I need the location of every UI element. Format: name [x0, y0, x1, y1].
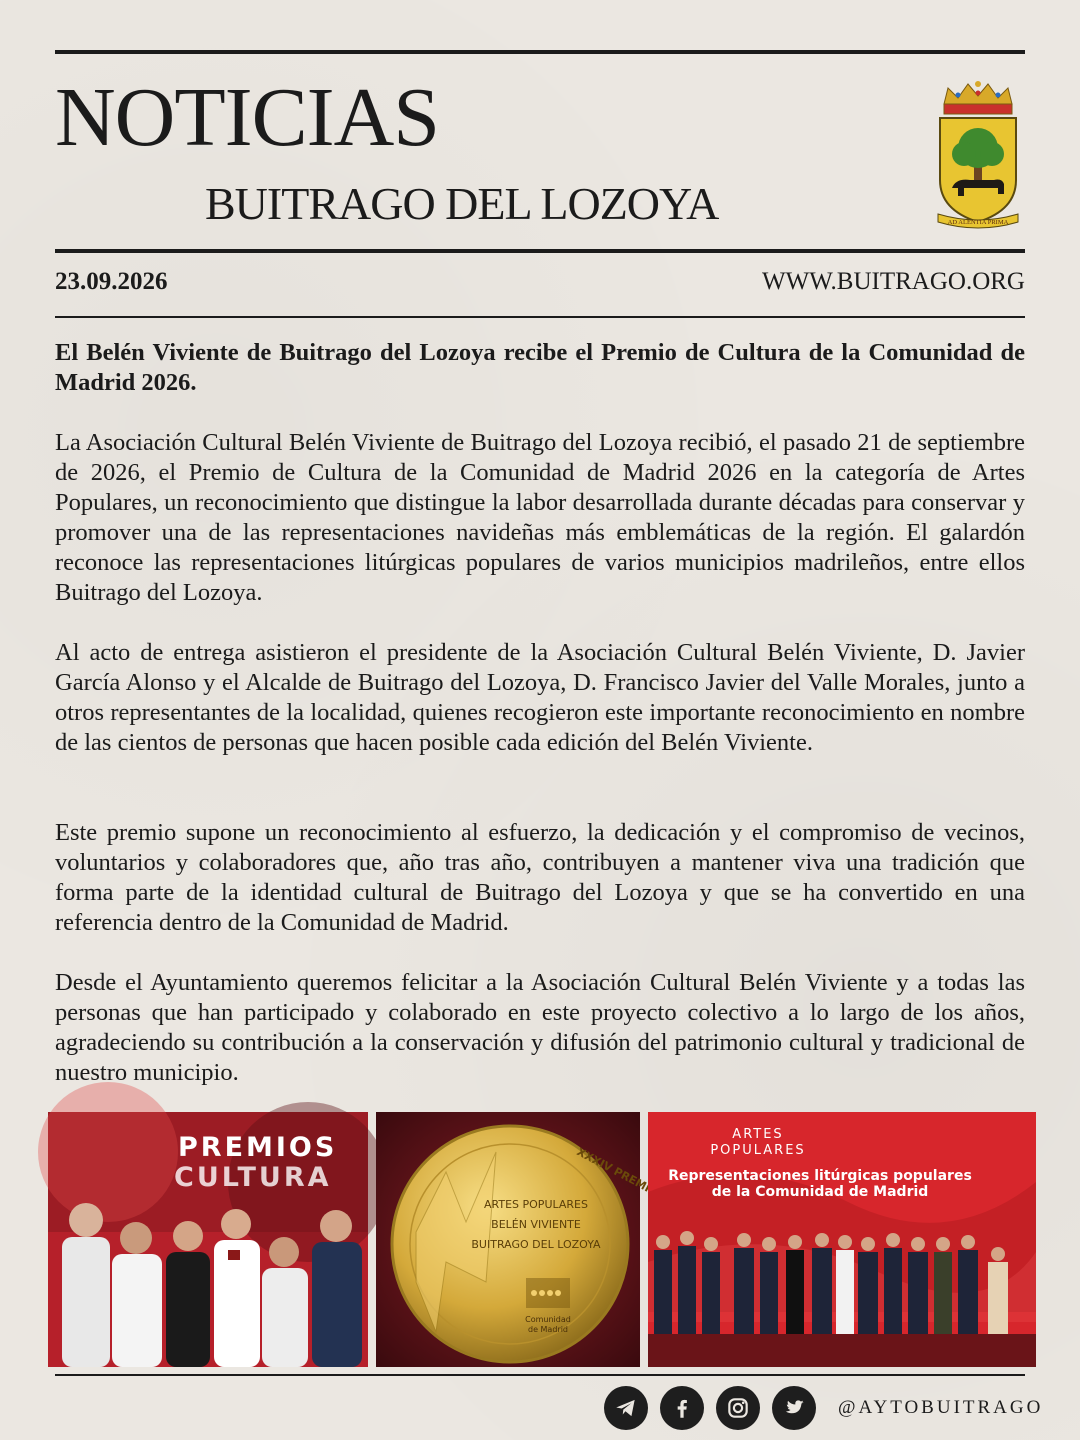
- medal-line2: BELÉN VIVIENTE: [491, 1218, 581, 1231]
- medal-line1: ARTES POPULARES: [484, 1198, 588, 1211]
- article-paragraph: Al acto de entrega asistieron el presidente de la Asociación Cultural Belén Viviente, D. Javier García Alonso y el Alcalde de Buitrago del Lozoya, D. Francisco Javier del Valle Morales, junto a otros representantes de la localidad, quienes recogieron este importante reconocimiento en nombre de las cientos de personas que hacen posible cada edición del Belén Viviente.: [55, 639, 1025, 756]
- article-headline: El Belén Viviente de Buitrago del Lozoya recibe el Premio de Cultura de la Comunidad de Madrid 2026.: [55, 339, 1025, 396]
- stage-line2: POPULARES: [710, 1143, 806, 1158]
- footer-rule: [55, 1374, 1025, 1376]
- medal-rim-text: XXXIV PREMIOS: [574, 1145, 668, 1203]
- header-bottom-rule: [55, 249, 1025, 253]
- social-handle[interactable]: @AYTOBUITRAGO: [838, 1397, 1044, 1418]
- twitter-icon[interactable]: [772, 1386, 816, 1430]
- facebook-icon[interactable]: [660, 1386, 704, 1430]
- article-paragraph: La Asociación Cultural Belén Viviente de Buitrago del Lozoya recibió, el pasado 21 de septiembre de 2026, el Premio de Cultura de la Comunidad de Madrid 2026 en la categoría de Artes Populares, un reconocimiento que distingue la labor desarrollada durante décadas para conservar y promover una de las representaciones navideñas más emblemáticas de la región. El galardón reconoce las representaciones litúrgicas populares de varios municipios madrileños, entre ellos Buitrago del Lozoya.: [55, 429, 1025, 606]
- crest-motto: AD ALENTIA PRIMA: [947, 219, 1009, 226]
- medal-line3: BUITRAGO DEL LOZOYA: [471, 1238, 601, 1251]
- instagram-icon[interactable]: [716, 1386, 760, 1430]
- medal-logo-line2: de Madrid: [527, 1325, 569, 1334]
- social-footer: [604, 1383, 1043, 1433]
- article-paragraph: Desde el Ayuntamiento queremos felicitar a la Asociación Cultural Belén Viviente y a todas las personas que han participado y colaborado en este proyecto colectivo a lo largo de los años, agradeciendo su contribución a la conservación y difusión del patrimonio cultural y tradicional de nuestro municipio.: [55, 969, 1025, 1086]
- photo-award-group: [48, 1112, 368, 1367]
- issue-date: 23.09.2026: [55, 268, 168, 295]
- stage-line3: Representaciones litúrgicas populares: [668, 1168, 972, 1184]
- top-rule: [55, 50, 1025, 54]
- meta-rule: [55, 316, 1025, 318]
- photo-sign-line2: CULTURA: [174, 1162, 332, 1193]
- website-link[interactable]: WWW.BUITRAGO.ORG: [762, 268, 1025, 295]
- masthead-subtitle: BUITRAGO DEL LOZOYA: [205, 178, 719, 229]
- photo-sign-line1: PREMIOS: [178, 1132, 338, 1163]
- masthead-title: NOTICIAS: [55, 71, 439, 164]
- telegram-icon[interactable]: [604, 1386, 648, 1430]
- photo-medal: [376, 1112, 668, 1367]
- stage-line4: de la Comunidad de Madrid: [711, 1184, 929, 1200]
- article-paragraph: Este premio supone un reconocimiento al esfuerzo, la dedicación y el compromiso de vecinos, voluntarios y colaboradores que, año tras año, contribuyen a mantener viva una tradición que forma parte de la identidad cultural de Buitrago del Lozoya y que se ha convertido en una referencia dentro de la Comunidad de Madrid.: [55, 819, 1025, 936]
- medal-logo-line1: Comunidad: [525, 1315, 571, 1324]
- stage-line1: ARTES: [732, 1127, 784, 1142]
- coat-of-arms-icon: [934, 80, 1022, 232]
- photo-stage-group: [648, 1112, 1036, 1367]
